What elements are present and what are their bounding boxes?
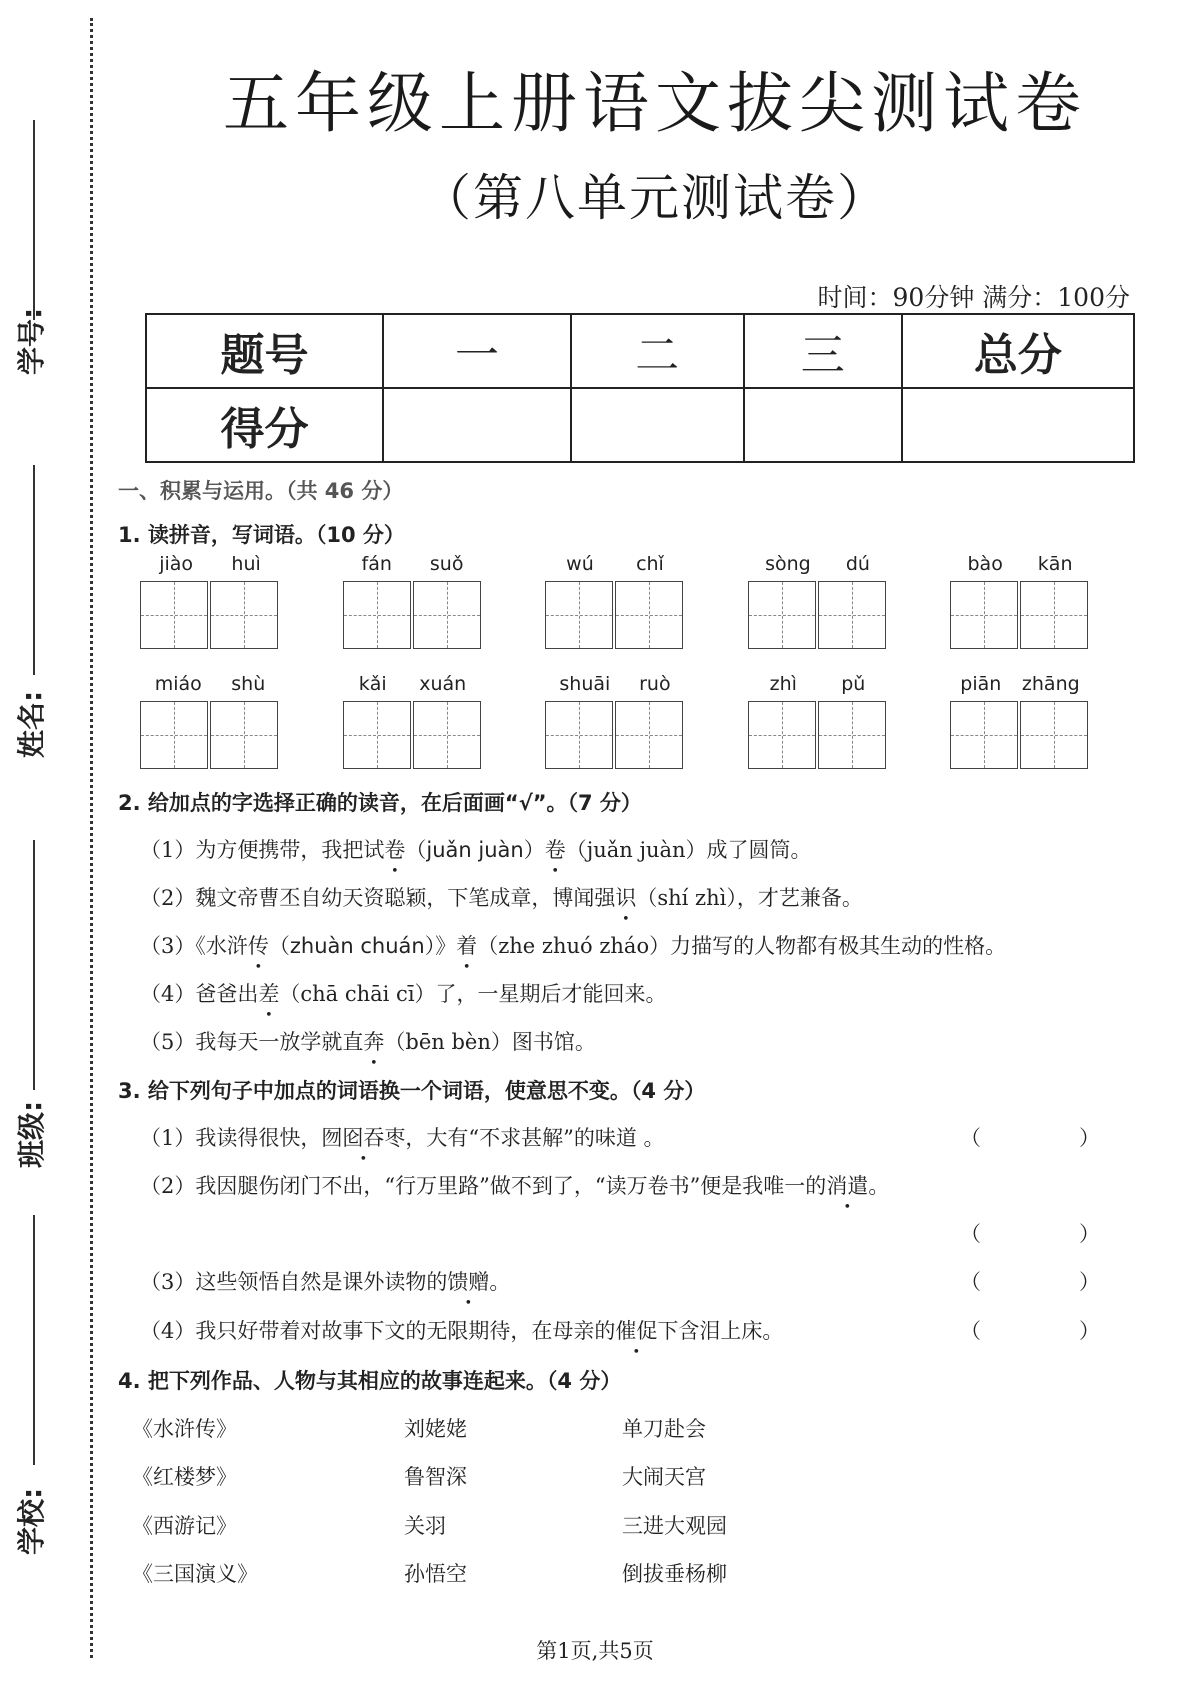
class-label: 班级: [15,1100,48,1168]
tianzige-box[interactable] [950,581,1018,649]
tianzige-box[interactable] [545,701,613,769]
score-header-part3: 三 [744,314,902,388]
pinyin-group [950,673,1090,769]
tianzige-box[interactable] [748,581,816,649]
pinyin-label: bào [967,553,1003,575]
pinyin-label: sòng [765,553,811,575]
dotted-word: 催促 [615,1319,658,1343]
score-table [145,313,1135,463]
q3-item-2-text-end: 。 [868,1174,890,1198]
pinyin-group [748,553,888,649]
pinyin-label: chǐ [636,553,664,575]
page-title: 五年级上册语文拔尖测试卷 [223,65,1087,142]
pinyin-options[interactable]: （shí zhì），才艺兼备。 [636,886,863,910]
q3-item-3 [140,1266,510,1296]
q2-item-2 [140,882,863,912]
student-id-line[interactable] [33,120,35,320]
pinyin-label: piān [960,673,1002,695]
pinyin-group [748,673,888,769]
pinyin-group [140,673,280,769]
dotted-word: 消遣 [826,1174,869,1198]
q2-item-5 [140,1026,596,1056]
q2-item-2-text: （2）魏文帝曹丕自幼天资聪颖，下笔成章，博闻强 [140,886,616,910]
q3-item-4 [140,1315,783,1345]
score-header-total: 总分 [902,314,1134,388]
answer-parens[interactable] [960,1266,1100,1296]
q3-item-2 [140,1170,889,1200]
pinyin-label: ruò [639,673,671,695]
dotted-char: 奔 [363,1030,385,1054]
score-cell-part3[interactable] [744,388,902,462]
match-character[interactable]: 刘姥姥 [404,1417,467,1441]
pinyin-group [545,553,685,649]
paren-close: ） [1079,1270,1100,1294]
dotted-word: 囫囵吞枣 [321,1126,406,1150]
tianzige-box[interactable] [140,701,208,769]
pinyin-row-1 [140,553,1090,649]
match-character[interactable]: 鲁智深 [404,1465,467,1489]
paren-close: ） [1079,1319,1100,1343]
tianzige-box[interactable] [1020,701,1088,769]
paren-close: ） [1079,1126,1100,1150]
pinyin-label: shuāi [559,673,611,695]
pinyin-label: wú [566,553,594,575]
match-work[interactable]: 《西游记》 [132,1514,237,1538]
match-story[interactable]: 倒拔垂杨柳 [622,1562,727,1586]
pinyin-options[interactable]: （zhuàn chuán）》 [268,934,457,958]
tianzige-box[interactable] [1020,581,1088,649]
pinyin-label: fán [361,553,392,575]
pinyin-label: huì [231,553,261,575]
name-label: 姓名: [15,690,48,758]
answer-parens[interactable] [960,1218,1100,1248]
score-cell-part2[interactable] [571,388,744,462]
paren-close: ） [1079,1222,1100,1246]
q3-item-2-text: （2）我因腿伤闭门不出，“行万里路”做不到了，“读万卷书”便是我唯一的 [140,1174,827,1198]
pinyin-options[interactable]: （chā chāi cī）了，一星期后才能回来。 [279,982,667,1006]
section-1-heading: 一、积累与运用。（共 46 分） [118,479,404,503]
q2-item-4 [140,978,667,1008]
tianzige-box[interactable] [615,581,683,649]
q3-item-1 [140,1122,665,1152]
paren-open: （ [960,1270,981,1294]
pinyin-group [950,553,1090,649]
match-character[interactable]: 关羽 [404,1514,446,1538]
q2-heading: 2. 给加点的字选择正确的读音，在后面画“√”。（7 分） [118,791,642,815]
school-label: 学校: [15,1487,48,1555]
tianzige-box[interactable] [343,701,411,769]
tianzige-box[interactable] [545,581,613,649]
student-id-label: 学号: [15,307,48,375]
dotted-char: 卷 [544,838,566,862]
pinyin-options[interactable]: （zhe zhuó zháo）力描写的人物都有极其生动的性格。 [477,934,1007,958]
q3-item-1-text-end: ，大有“不求甚解”的味道 。 [405,1126,665,1150]
q3-heading: 3. 给下列句子中加点的词语换一个词语，使意思不变。（4 分） [118,1079,706,1103]
paren-open: （ [960,1222,981,1246]
page-subtitle: （第八单元测试卷） [421,169,889,227]
match-work[interactable]: 《水浒传》 [132,1417,237,1441]
q2-item-3-text: （3）《水浒 [140,934,248,958]
pinyin-group [545,673,685,769]
q3-item-3-text: （3）这些领悟自然是课外读物的 [140,1270,448,1294]
match-story[interactable]: 大闹天宫 [622,1465,706,1489]
tianzige-box[interactable] [615,701,683,769]
score-header-label: 题号 [146,314,383,388]
answer-parens[interactable] [960,1315,1100,1345]
dotted-char: 差 [258,982,280,1006]
paren-open: （ [960,1126,981,1150]
pinyin-group [343,553,483,649]
q2-item-1 [140,834,812,864]
q3-item-4-text: （4）我只好带着对故事下文的无限期待，在母亲的 [140,1319,616,1343]
pinyin-options[interactable]: （bēn bèn）图书馆。 [384,1030,596,1054]
tianzige-box[interactable] [950,701,1018,769]
q2-item-1-text-end[interactable]: （juǎn juàn）成了圆筒。 [565,838,812,862]
q4-heading: 4. 把下列作品、人物与其相应的故事连起来。（4 分） [118,1369,622,1393]
paren-open: （ [960,1319,981,1343]
pinyin-group [140,553,280,649]
match-work[interactable]: 《三国演义》 [132,1562,258,1586]
q1-heading: 1. 读拼音，写词语。（10 分） [118,523,405,547]
score-cell-part1[interactable] [383,388,571,462]
dotted-char: 卷 [384,838,406,862]
pinyin-label: jiào [159,553,194,575]
tianzige-box[interactable] [818,701,886,769]
q3-item-4-text-end: 下含泪上床。 [657,1319,784,1343]
pinyin-label: zhì [769,673,797,695]
match-story[interactable]: 三进大观园 [622,1514,727,1538]
tianzige-box[interactable] [748,701,816,769]
score-row-label: 得分 [146,388,383,462]
q3-item-3-text-end: 。 [489,1270,511,1294]
score-table-header-row [146,314,1134,388]
tianzige-box[interactable] [413,581,481,649]
score-cell-total[interactable] [902,388,1134,462]
score-table-score-row [146,388,1134,462]
pinyin-label: dú [845,553,870,575]
q2-item-1-text: （1）为方便携带，我把试 [140,838,385,862]
pinyin-label: miáo [154,673,202,695]
pinyin-options[interactable]: （juǎn juàn） [405,838,545,862]
pinyin-row-2 [140,673,1090,769]
match-work[interactable]: 《红楼梦》 [132,1465,237,1489]
q2-item-4-text: （4）爸爸出 [140,982,259,1006]
q3-item-1-text: （1）我读得很快， [140,1126,322,1150]
pinyin-label: kān [1037,553,1073,575]
pinyin-label: shù [231,673,266,695]
tianzige-box[interactable] [140,581,208,649]
score-header-part2: 二 [571,314,744,388]
tianzige-box[interactable] [413,701,481,769]
answer-parens[interactable] [960,1122,1100,1152]
dotted-char: 识 [615,886,637,910]
q2-item-5-text: （5）我每天一放学就直 [140,1030,364,1054]
school-line[interactable] [33,1215,35,1465]
tianzige-box[interactable] [210,701,278,769]
q2-item-3 [140,930,1006,960]
match-story[interactable]: 单刀赴会 [622,1417,706,1441]
binding-margin [0,0,110,1682]
pinyin-label: suǒ [429,553,464,575]
name-line[interactable] [33,465,35,675]
pinyin-group [343,673,483,769]
binding-dotted-line [90,18,93,1658]
pinyin-label: kǎi [358,673,387,695]
page-footer: 第1页,共5页 [536,1639,654,1663]
dotted-char: 着 [456,934,478,958]
tianzige-box[interactable] [818,581,886,649]
score-header-part1: 一 [383,314,571,388]
dotted-char: 传 [247,934,269,958]
time-info: 时间：90分钟 满分：100分 [817,283,1130,312]
tianzige-box[interactable] [343,581,411,649]
dotted-word: 馈赠 [447,1270,490,1294]
pinyin-label: zhāng [1021,673,1080,695]
match-character[interactable]: 孙悟空 [404,1562,467,1586]
pinyin-label: pǔ [841,673,866,695]
pinyin-label: xuán [419,673,467,695]
class-line[interactable] [33,840,35,1090]
tianzige-box[interactable] [210,581,278,649]
